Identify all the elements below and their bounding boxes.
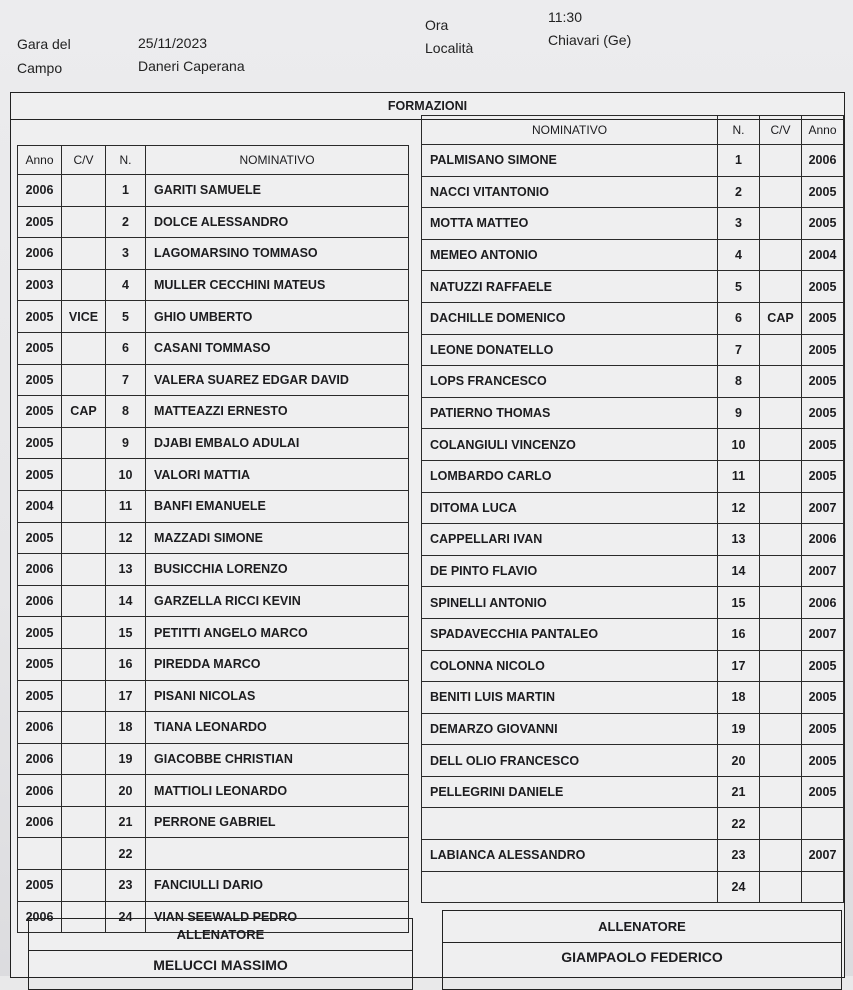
player-year: 2004 xyxy=(18,490,62,522)
player-role xyxy=(760,271,802,303)
table-row xyxy=(422,650,844,682)
table-row xyxy=(18,490,409,522)
player-year: 2005 xyxy=(802,334,844,366)
player-number: 4 xyxy=(718,239,760,271)
left-header-cv: C/V xyxy=(62,146,106,175)
player-number: 5 xyxy=(106,301,146,333)
player-name: DOLCE ALESSANDRO xyxy=(146,206,409,238)
player-role xyxy=(760,524,802,556)
table-row xyxy=(18,870,409,902)
player-name xyxy=(422,871,718,903)
right-coach-name: GIAMPAOLO FEDERICO xyxy=(561,949,723,965)
table-row xyxy=(422,618,844,650)
table-row xyxy=(18,680,409,712)
player-role xyxy=(760,840,802,872)
player-role xyxy=(760,808,802,840)
player-number: 1 xyxy=(718,145,760,177)
player-number: 4 xyxy=(106,269,146,301)
player-number: 21 xyxy=(718,776,760,808)
table-row xyxy=(422,555,844,587)
player-name: VALORI MATTIA xyxy=(146,459,409,491)
player-number: 20 xyxy=(718,745,760,777)
player-role xyxy=(62,775,106,807)
player-year: 2005 xyxy=(802,302,844,334)
table-row xyxy=(18,175,409,207)
player-number: 14 xyxy=(106,585,146,617)
player-name: PIREDDA MARCO xyxy=(146,648,409,680)
player-number: 22 xyxy=(718,808,760,840)
player-year: 2005 xyxy=(802,745,844,777)
table-row xyxy=(422,176,844,208)
table-row xyxy=(18,712,409,744)
table-row xyxy=(422,366,844,398)
right-header-nominativo: NOMINATIVO xyxy=(422,116,718,145)
player-role xyxy=(760,366,802,398)
table-row xyxy=(18,617,409,649)
player-role xyxy=(760,618,802,650)
player-role xyxy=(760,397,802,429)
table-row xyxy=(18,743,409,775)
player-number: 5 xyxy=(718,271,760,303)
player-name: MAZZADI SIMONE xyxy=(146,522,409,554)
table-row xyxy=(422,524,844,556)
table-row xyxy=(422,840,844,872)
right-header-n: N. xyxy=(718,116,760,145)
player-name: MULLER CECCHINI MATEUS xyxy=(146,269,409,301)
player-year: 2006 xyxy=(802,524,844,556)
player-number: 9 xyxy=(718,397,760,429)
player-role xyxy=(62,269,106,301)
player-name: SPINELLI ANTONIO xyxy=(422,587,718,619)
player-role xyxy=(62,806,106,838)
player-year: 2005 xyxy=(18,396,62,428)
player-number: 22 xyxy=(106,838,146,870)
table-row xyxy=(18,648,409,680)
right-coach-label: ALLENATORE xyxy=(598,919,686,934)
player-role xyxy=(760,334,802,366)
player-name: TIANA LEONARDO xyxy=(146,712,409,744)
player-role xyxy=(62,870,106,902)
player-number: 16 xyxy=(718,618,760,650)
player-name: LEONE DONATELLO xyxy=(422,334,718,366)
player-name: LABIANCA ALESSANDRO xyxy=(422,840,718,872)
player-role xyxy=(62,680,106,712)
ora-value: 11:30 xyxy=(548,9,582,25)
player-number: 16 xyxy=(106,648,146,680)
table-row xyxy=(18,806,409,838)
formazioni-sheet xyxy=(10,92,845,978)
player-name: MATTIOLI LEONARDO xyxy=(146,775,409,807)
table-row xyxy=(422,271,844,303)
left-header-n: N. xyxy=(106,146,146,175)
player-number: 6 xyxy=(106,332,146,364)
player-year: 2005 xyxy=(802,176,844,208)
player-number: 12 xyxy=(718,492,760,524)
right-team-body xyxy=(422,145,844,903)
gara-date: 25/11/2023 xyxy=(138,35,208,51)
player-number: 15 xyxy=(718,587,760,619)
left-header-anno: Anno xyxy=(18,146,62,175)
player-role xyxy=(760,555,802,587)
player-role xyxy=(760,492,802,524)
player-name xyxy=(422,808,718,840)
player-role xyxy=(760,650,802,682)
player-name: DITOMA LUCA xyxy=(422,492,718,524)
player-year xyxy=(18,838,62,870)
player-year: 2005 xyxy=(802,650,844,682)
player-role xyxy=(760,745,802,777)
player-role xyxy=(62,522,106,554)
left-team-table xyxy=(17,145,409,933)
player-role xyxy=(760,429,802,461)
player-number: 23 xyxy=(718,840,760,872)
player-name: MEMEO ANTONIO xyxy=(422,239,718,271)
player-year: 2005 xyxy=(18,364,62,396)
player-year: 2005 xyxy=(802,460,844,492)
player-role xyxy=(62,743,106,775)
player-role xyxy=(62,206,106,238)
campo-label: Campo xyxy=(17,60,63,76)
player-number: 3 xyxy=(718,208,760,240)
player-name: LOMBARDO CARLO xyxy=(422,460,718,492)
player-year: 2006 xyxy=(18,712,62,744)
table-row xyxy=(18,301,409,333)
player-name: PALMISANO SIMONE xyxy=(422,145,718,177)
player-year: 2007 xyxy=(802,492,844,524)
player-number: 3 xyxy=(106,238,146,270)
player-number: 1 xyxy=(106,175,146,207)
player-name: GARITI SAMUELE xyxy=(146,175,409,207)
player-year: 2006 xyxy=(802,587,844,619)
right-coach-box xyxy=(442,910,842,990)
table-row xyxy=(18,364,409,396)
table-row xyxy=(18,269,409,301)
player-year: 2005 xyxy=(18,301,62,333)
player-name: DEMARZO GIOVANNI xyxy=(422,713,718,745)
localita-label: Località xyxy=(425,40,474,56)
player-role xyxy=(760,682,802,714)
player-number: 17 xyxy=(106,680,146,712)
player-role xyxy=(62,617,106,649)
player-name: VALERA SUAREZ EDGAR DAVID xyxy=(146,364,409,396)
player-year: 2005 xyxy=(18,522,62,554)
player-role xyxy=(62,648,106,680)
player-name: PATIERNO THOMAS xyxy=(422,397,718,429)
table-row xyxy=(422,145,844,177)
player-year xyxy=(802,808,844,840)
player-role xyxy=(62,838,106,870)
player-year: 2005 xyxy=(18,206,62,238)
left-team-body xyxy=(18,175,409,933)
player-name: NATUZZI RAFFAELE xyxy=(422,271,718,303)
player-name: PERRONE GABRIEL xyxy=(146,806,409,838)
player-year: 2005 xyxy=(18,680,62,712)
player-number: 10 xyxy=(106,459,146,491)
table-row xyxy=(18,332,409,364)
table-row xyxy=(422,871,844,903)
player-name: VIAN SEEWALD PEDRO xyxy=(146,901,409,933)
player-role xyxy=(760,460,802,492)
player-role xyxy=(62,490,106,522)
player-number: 2 xyxy=(718,176,760,208)
player-role xyxy=(62,175,106,207)
table-row xyxy=(422,334,844,366)
player-name: BANFI EMANUELE xyxy=(146,490,409,522)
player-role xyxy=(62,332,106,364)
player-number: 7 xyxy=(718,334,760,366)
table-row xyxy=(18,775,409,807)
player-name: GIACOBBE CHRISTIAN xyxy=(146,743,409,775)
player-role xyxy=(760,176,802,208)
table-row xyxy=(18,459,409,491)
player-number: 24 xyxy=(106,901,146,933)
player-year: 2006 xyxy=(18,775,62,807)
player-name: DELL OLIO FRANCESCO xyxy=(422,745,718,777)
player-year: 2005 xyxy=(802,682,844,714)
ora-label: Ora xyxy=(425,17,449,33)
player-role xyxy=(62,585,106,617)
player-number: 13 xyxy=(718,524,760,556)
player-role: CAP xyxy=(760,302,802,334)
right-header-anno: Anno xyxy=(802,116,844,145)
player-number: 12 xyxy=(106,522,146,554)
player-role xyxy=(760,776,802,808)
table-row xyxy=(18,838,409,870)
player-number: 2 xyxy=(106,206,146,238)
player-number: 11 xyxy=(106,490,146,522)
gara-label: Gara del xyxy=(17,36,71,52)
player-number: 19 xyxy=(106,743,146,775)
table-row xyxy=(422,808,844,840)
player-name: FANCIULLI DARIO xyxy=(146,870,409,902)
table-row xyxy=(18,522,409,554)
player-name: COLANGIULI VINCENZO xyxy=(422,429,718,461)
table-row xyxy=(422,239,844,271)
table-row xyxy=(18,427,409,459)
player-number: 18 xyxy=(106,712,146,744)
player-name: MATTEAZZI ERNESTO xyxy=(146,396,409,428)
player-number: 9 xyxy=(106,427,146,459)
player-name: DE PINTO FLAVIO xyxy=(422,555,718,587)
left-coach-name: MELUCCI MASSIMO xyxy=(153,957,288,973)
player-year: 2006 xyxy=(802,145,844,177)
player-year: 2005 xyxy=(802,397,844,429)
left-header-nominativo: NOMINATIVO xyxy=(146,146,409,175)
campo-value: Daneri Caperana xyxy=(138,58,245,74)
player-role: CAP xyxy=(62,396,106,428)
player-role xyxy=(62,427,106,459)
player-year: 2007 xyxy=(802,618,844,650)
player-role xyxy=(62,554,106,586)
player-name: GHIO UMBERTO xyxy=(146,301,409,333)
player-number: 6 xyxy=(718,302,760,334)
player-year: 2005 xyxy=(802,713,844,745)
player-number: 13 xyxy=(106,554,146,586)
player-number: 18 xyxy=(718,682,760,714)
player-number: 17 xyxy=(718,650,760,682)
player-role xyxy=(760,208,802,240)
player-number: 19 xyxy=(718,713,760,745)
player-year: 2006 xyxy=(18,901,62,933)
table-row xyxy=(422,587,844,619)
player-year: 2006 xyxy=(18,238,62,270)
player-year: 2005 xyxy=(18,459,62,491)
left-coach-box xyxy=(28,918,413,990)
table-row xyxy=(422,460,844,492)
player-year: 2005 xyxy=(18,332,62,364)
player-role xyxy=(760,145,802,177)
player-number: 23 xyxy=(106,870,146,902)
table-row xyxy=(422,713,844,745)
player-name: DJABI EMBALO ADULAI xyxy=(146,427,409,459)
player-name: LAGOMARSINO TOMMASO xyxy=(146,238,409,270)
player-name: PETITTI ANGELO MARCO xyxy=(146,617,409,649)
left-coach-divider xyxy=(29,950,412,951)
player-year: 2005 xyxy=(802,776,844,808)
table-row xyxy=(18,585,409,617)
player-year: 2006 xyxy=(18,554,62,586)
player-role xyxy=(62,712,106,744)
player-name: COLONNA NICOLO xyxy=(422,650,718,682)
table-row xyxy=(422,397,844,429)
player-number: 7 xyxy=(106,364,146,396)
player-year: 2005 xyxy=(18,870,62,902)
table-row xyxy=(422,429,844,461)
player-year: 2006 xyxy=(18,743,62,775)
player-number: 15 xyxy=(106,617,146,649)
player-year: 2005 xyxy=(18,648,62,680)
table-row xyxy=(422,302,844,334)
player-year: 2006 xyxy=(18,585,62,617)
player-name: NACCI VITANTONIO xyxy=(422,176,718,208)
player-role xyxy=(760,713,802,745)
player-year: 2005 xyxy=(802,271,844,303)
player-name: MOTTA MATTEO xyxy=(422,208,718,240)
table-row xyxy=(422,682,844,714)
left-coach-label: ALLENATORE xyxy=(176,927,265,942)
player-number: 11 xyxy=(718,460,760,492)
table-row xyxy=(422,492,844,524)
player-name xyxy=(146,838,409,870)
right-coach-divider xyxy=(443,942,841,943)
player-number: 8 xyxy=(718,366,760,398)
player-year: 2005 xyxy=(802,208,844,240)
left-header-row xyxy=(18,146,409,175)
table-row xyxy=(422,208,844,240)
player-year: 2005 xyxy=(18,427,62,459)
player-name: BUSICCHIA LORENZO xyxy=(146,554,409,586)
player-role xyxy=(760,871,802,903)
player-name: CAPPELLARI IVAN xyxy=(422,524,718,556)
player-name: PELLEGRINI DANIELE xyxy=(422,776,718,808)
player-name: DACHILLE DOMENICO xyxy=(422,302,718,334)
player-year: 2007 xyxy=(802,555,844,587)
player-name: SPADAVECCHIA PANTALEO xyxy=(422,618,718,650)
table-row xyxy=(422,776,844,808)
player-year: 2006 xyxy=(18,806,62,838)
right-team-table xyxy=(421,115,844,903)
player-name: CASANI TOMMASO xyxy=(146,332,409,364)
player-year: 2003 xyxy=(18,269,62,301)
player-role xyxy=(62,459,106,491)
player-year: 2005 xyxy=(18,617,62,649)
player-name: GARZELLA RICCI KEVIN xyxy=(146,585,409,617)
player-name: PISANI NICOLAS xyxy=(146,680,409,712)
formazioni-title: FORMAZIONI xyxy=(387,99,468,113)
table-row xyxy=(18,238,409,270)
player-number: 14 xyxy=(718,555,760,587)
player-year: 2004 xyxy=(802,239,844,271)
right-header-cv: C/V xyxy=(760,116,802,145)
player-role xyxy=(62,364,106,396)
player-role xyxy=(62,238,106,270)
table-row xyxy=(18,396,409,428)
player-year: 2007 xyxy=(802,840,844,872)
table-row xyxy=(18,206,409,238)
player-year: 2005 xyxy=(802,429,844,461)
player-number: 21 xyxy=(106,806,146,838)
player-number: 8 xyxy=(106,396,146,428)
player-name: LOPS FRANCESCO xyxy=(422,366,718,398)
player-role xyxy=(760,239,802,271)
player-number: 20 xyxy=(106,775,146,807)
player-role xyxy=(760,587,802,619)
localita-value: Chiavari (Ge) xyxy=(548,32,632,48)
right-header-row xyxy=(422,116,844,145)
player-year: 2006 xyxy=(18,175,62,207)
table-row xyxy=(422,745,844,777)
player-role: VICE xyxy=(62,301,106,333)
table-row xyxy=(18,554,409,586)
player-year xyxy=(802,871,844,903)
player-name: BENITI LUIS MARTIN xyxy=(422,682,718,714)
player-number: 10 xyxy=(718,429,760,461)
player-year: 2005 xyxy=(802,366,844,398)
player-number: 24 xyxy=(718,871,760,903)
